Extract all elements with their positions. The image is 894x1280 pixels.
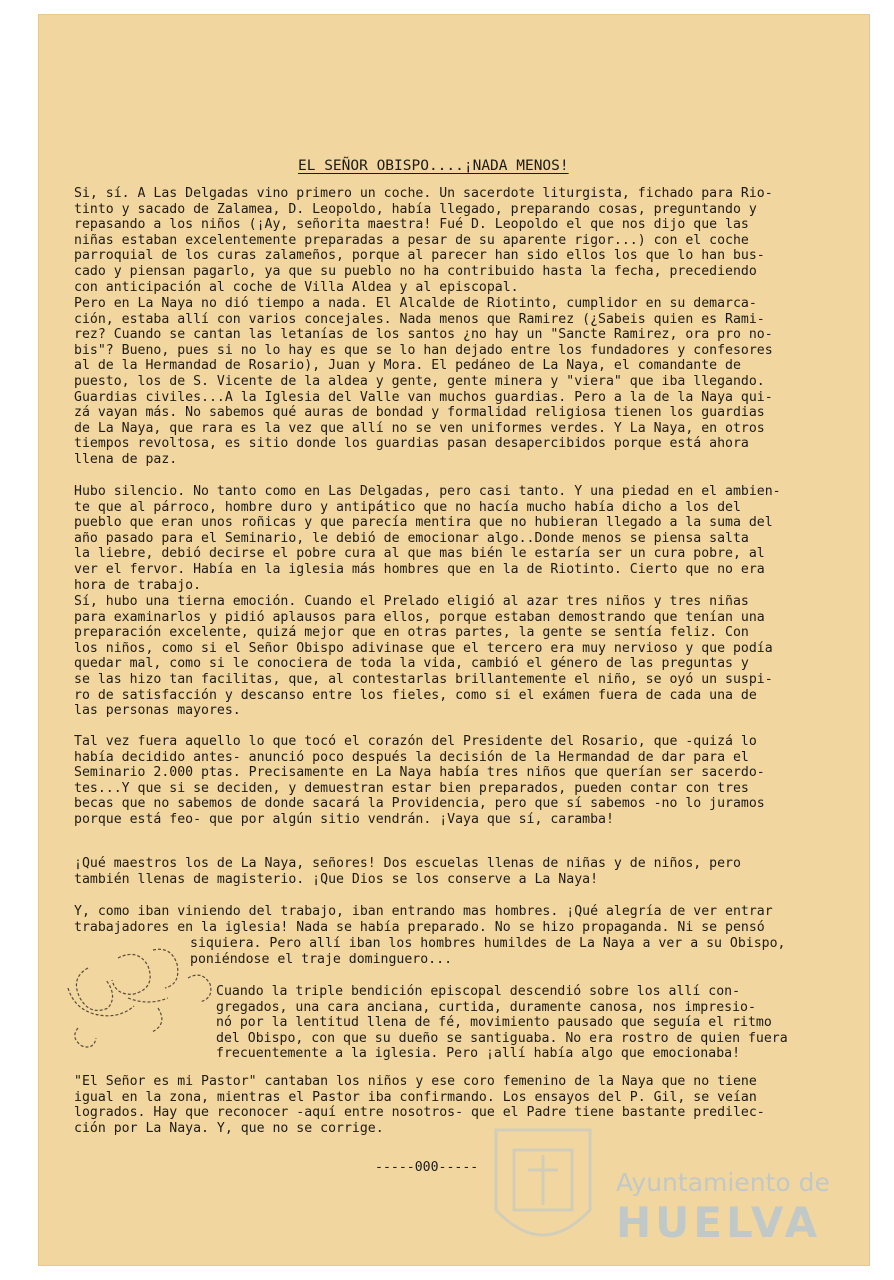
paragraph-1	[74, 186, 773, 295]
text-line: ción, estaba allí con varios concejales. Nada menos que Ramirez (¿Sabeis quien es Rami-	[74, 311, 765, 327]
paragraph-10	[74, 1074, 765, 1136]
watermark-text-line2: HUELVA	[616, 1198, 822, 1247]
text-line: zá vayan más. No sabemos qué auras de bondad y formalidad religiosa tienen los guardias	[74, 405, 765, 421]
text-line: ro de satisfacción y descanso entre los fieles, como si el exámen fuera de cada una de	[74, 687, 757, 703]
separator: -----000-----	[375, 1160, 479, 1175]
text-line: pueblo que eran unos roñicas y que parecía mentira que no hubieran llegado a la suma del	[74, 515, 773, 531]
text-line: igual en la zona, mientras el Pastor iba confirmando. Los ensayos del P. Gil, se veían	[74, 1089, 757, 1105]
text-line: "El Señor es mi Pastor" cantaban los niños y ese coro femenino de la Naya que no tiene	[74, 1074, 757, 1089]
text-line: rez? Cuando se cantan las letanías de los santos ¿no hay un "Sancte Ramirez, ora pro no-	[74, 327, 773, 343]
text-line: se las hizo tan facilitas, que, al contestarlas brillantemente el niño, se oyó un suspi-	[74, 671, 773, 687]
text-line: tiempos revoltosa, es sitio donde los guardias pasan desapercibidos porque está ahora	[74, 436, 749, 452]
text-line: Pero en La Naya no dió tiempo a nada. El Alcalde de Riotinto, cumplidor en su demarca-	[74, 296, 757, 311]
text-line: hora de trabajo.	[74, 577, 202, 593]
text-line: Guardias civiles...A la Iglesia del Valle van muchos guardias. Pero a la de la Naya qui-	[74, 389, 773, 405]
text-line: repasando a los niños (¡Ay, señorita maestra! Fué D. Leopoldo el que nos dijo que las	[74, 217, 749, 233]
paragraph-8	[190, 936, 785, 967]
text-line: Seminario 2.000 ptas. Precisamente en La Naya había tres niños que querían ser sacerdo-	[74, 765, 765, 781]
text-line: nó por la lentitud llena de fé, movimiento pausado que seguía el ritmo	[216, 1015, 772, 1031]
text-line: Si, sí. A Las Delgadas vino primero un coche. Un sacerdote liturgista, fichado para Rio-	[74, 186, 773, 201]
text-line: niñas estaban excelentemente preparadas a pesar de su aparente rigor...) con el coche	[74, 232, 749, 248]
text-line: ción por La Naya. Y, que no se corrige.	[74, 1120, 384, 1136]
paragraph-2	[74, 296, 773, 468]
text-line: bis"? Bueno, pues si no lo hay es que se lo han dejado entre los fundadores y confesores	[74, 342, 773, 358]
text-line: siquiera. Pero allí iban los hombres humildes de La Naya a ver a su Obispo,	[190, 936, 786, 951]
text-line: puesto, los de S. Vicente de la aldea y gente, gente minera y "viera" que iba llegando.	[74, 373, 765, 389]
text-line: para examinarlos y pidió aplausos para ellos, porque estaban demostrando que tenían una	[74, 609, 765, 625]
text-line: también llenas de magisterio. ¡Que Dios se los conserve a La Naya!	[74, 871, 599, 887]
text-line: te que al párroco, hombre duro y antipático que no hacía mucho había dicho a los del	[74, 499, 741, 515]
paragraph-7	[74, 904, 773, 935]
text-line: año pasado para el Seminario, le debió de emocionar algo..Donde menos se piensa salta	[74, 530, 749, 546]
text-line: tes...Y que si se deciden, y demuestran estar bien preparados, pueden contar con tres	[74, 780, 749, 796]
text-line: ver el fervor. Había en la iglesia más hombres que en la de Riotinto. Cierto que no era	[74, 561, 765, 577]
text-line: la liebre, debió decirse el pobre cura al que mas bién le estaría ser un cura pobre, al	[74, 546, 765, 562]
text-line: porque está feo- que por algún sitio vendrán. ¡Vaya que sí, caramba!	[74, 811, 614, 827]
text-line: parroquial de los curas zalameños, porque al parecer han sido ellos los que lo han bus-	[74, 248, 765, 264]
watermark-text-line1: Ayuntamiento de	[616, 1168, 830, 1197]
text-line: las personas mayores.	[74, 703, 241, 719]
text-line: trabajadores en la iglesia! Nada se había preparado. No se hizo propaganda. Ni se pensó	[74, 919, 765, 935]
text-line: quedar mal, como si le conociera de toda la vida, cambió el género de las preguntas y	[74, 656, 749, 672]
hand-drawn-doodle	[58, 938, 238, 1078]
text-line: al de la Hermandad de Rosario), Juan y Mora. El pedáneo de La Naya, el comandante de	[74, 358, 741, 374]
paragraph-3	[74, 484, 781, 593]
text-line: poniéndose el traje dominguero...	[190, 951, 453, 967]
document-title: EL SEÑOR OBISPO....¡NADA MENOS!	[298, 158, 569, 174]
paragraph-6	[74, 856, 741, 887]
text-line: llena de paz.	[74, 451, 178, 467]
paragraph-4	[74, 594, 773, 719]
text-line: logrados. Hay que reconocer -aquí entre nosotros- que el Padre tiene bastante predilec-	[74, 1105, 765, 1121]
text-line: había decidido antes- anunció poco después la decisión de la Hermandad de dar para el	[74, 749, 749, 765]
text-line: del Obispo, con que su dueño se santiguaba. No era rostro de quien fuera	[216, 1030, 788, 1046]
paragraph-9	[216, 984, 788, 1062]
city-seal-watermark	[488, 1110, 598, 1260]
text-line: Tal vez fuera aquello lo que tocó el corazón del Presidente del Rosario, que -quizá lo	[74, 734, 757, 749]
text-line: frecuentemente a la iglesia. Pero ¡allí había algo que emocionaba!	[216, 1046, 741, 1062]
text-line: Sí, hubo una tierna emoción. Cuando el Prelado eligió al azar tres niños y tres niñas	[74, 594, 749, 609]
text-line: los niños, como si el Señor Obispo adivinase que el tercero era muy nervioso y que podía	[74, 640, 773, 656]
text-line: Hubo silencio. No tanto como en Las Delgadas, pero casi tanto. Y una piedad en el ambien-	[74, 484, 781, 499]
text-line: gregados, una cara anciana, curtida, duramente canosa, nos impresio-	[216, 999, 756, 1015]
text-line: cado y piensan pagarlo, ya que su pueblo no ha contribuido hasta la fecha, precediendo	[74, 263, 757, 279]
text-line: Y, como iban viniendo del trabajo, iban entrando mas hombres. ¡Qué alegría de ver entrar	[74, 904, 773, 919]
text-line: preparación excelente, quizá mejor que en otras partes, la gente se sentía feliz. Con	[74, 625, 749, 641]
text-line: becas que no sabemos de donde sacará la Providencia, pero que sí sabemos -no lo juramos	[74, 796, 765, 812]
text-line: Cuando la triple bendición episcopal descendió sobre los allí con-	[216, 984, 741, 999]
text-line: de La Naya, que rara es la vez que allí no se ven uniformes verdes. Y La Naya, en otros	[74, 420, 765, 436]
paragraph-5	[74, 734, 765, 828]
text-line: tinto y sacado de Zalamea, D. Leopoldo, había llegado, preparando cosas, preguntando y	[74, 201, 757, 217]
text-line: ¡Qué maestros los de La Naya, señores! Dos escuelas llenas de niñas y de niños, pero	[74, 856, 741, 871]
text-line: con anticipación al coche de Villa Aldea y al episcopal.	[74, 279, 519, 295]
